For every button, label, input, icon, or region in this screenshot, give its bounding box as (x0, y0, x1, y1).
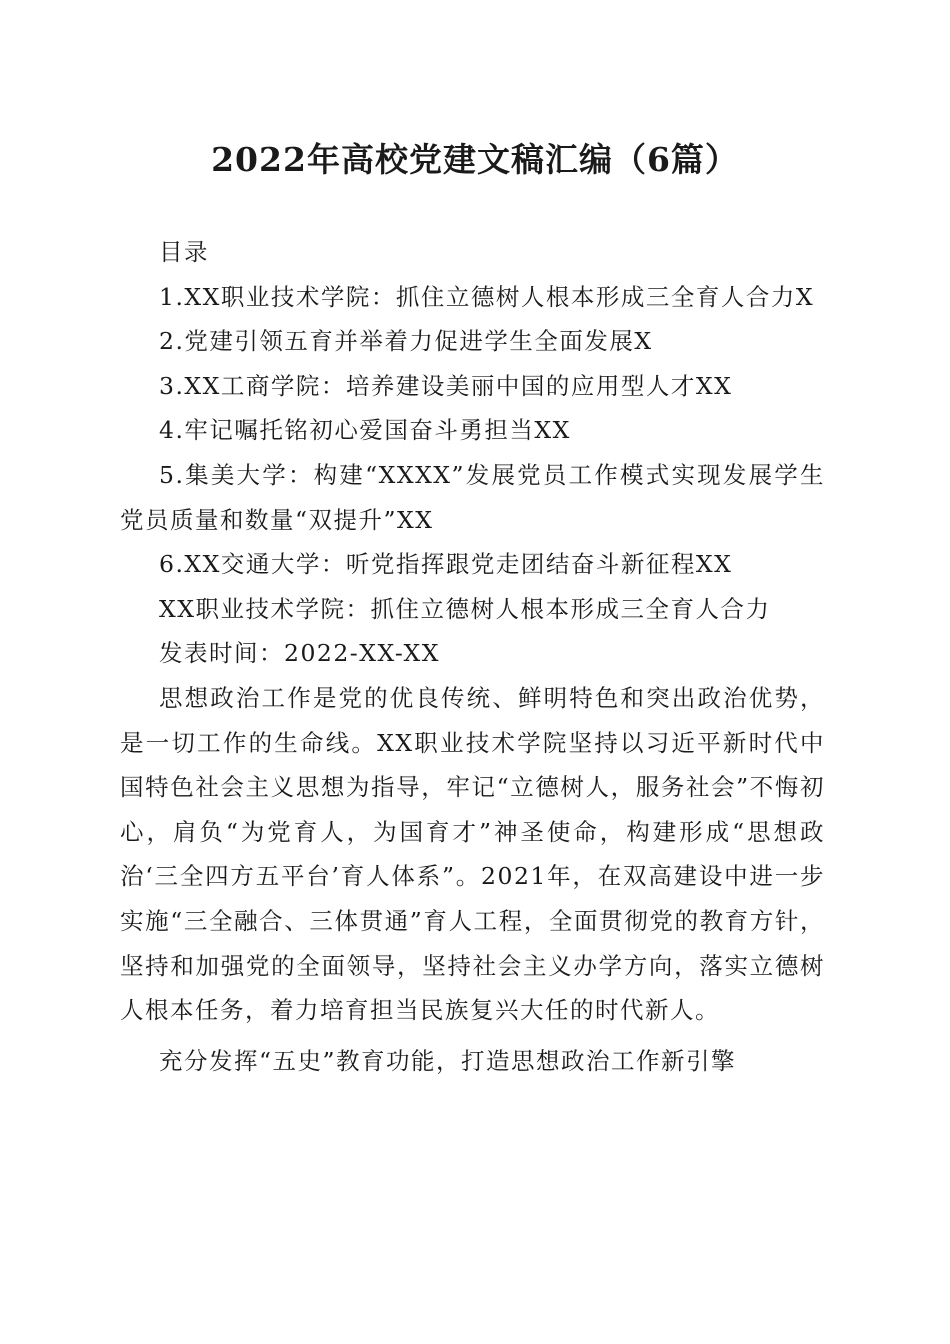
toc-item-3: 3.XX工商学院：培养建设美丽中国的应用型人才XX (159, 371, 733, 400)
toc-item-2: 2.党建引领五育并举着力促进学生全面发展X (159, 327, 653, 356)
body-paragraph: 思想政治工作是党的优良传统、鲜明特色和突出政治优势，是一切工作的生命线。XX职业技术学院坚持以习近平新时代中国特色社会主义思想为指导，牢记“立德树人，服务社会”不悔初心，肩负“为党育人，为国育才”神圣使命，构建形成“思想政治‘三全四方五平台’育人体系”。2021年，在双高建设中进一步实施“三全融合、三体贯通”育人工程，全面贯彻党的教育方针，坚持和加强党的全面领导，坚持社会主义办学方向，落实立德树人根本任务，着力培育担当民族复兴大任的时代新人。 (120, 683, 825, 1025)
toc-item-4: 4.牢记嘱托铭初心爱国奋斗勇担当XX (159, 416, 571, 445)
publish-time: 发表时间：2022-XX-XX (159, 639, 440, 668)
document-title: 2022年高校党建文稿汇编（6篇） (211, 140, 739, 179)
toc-item-5: 5.集美大学：构建“XXXX”发展党员工作模式实现发展学生党员质量和数量“双提升”XX (120, 460, 825, 534)
article-title: XX职业技术学院：抓住立德树人根本形成三全育人合力 (159, 594, 771, 623)
toc-heading: 目录 (159, 238, 209, 266)
toc-item-1: 1.XX职业技术学院：抓住立德树人根本形成三全育人合力X (159, 282, 815, 311)
section-heading: 充分发挥“五史”教育功能，打造思想政治工作新引擎 (159, 1046, 737, 1075)
document-body (120, 230, 825, 1083)
toc-item-6: 6.XX交通大学：听党指挥跟党走团结奋斗新征程XX (159, 550, 733, 579)
